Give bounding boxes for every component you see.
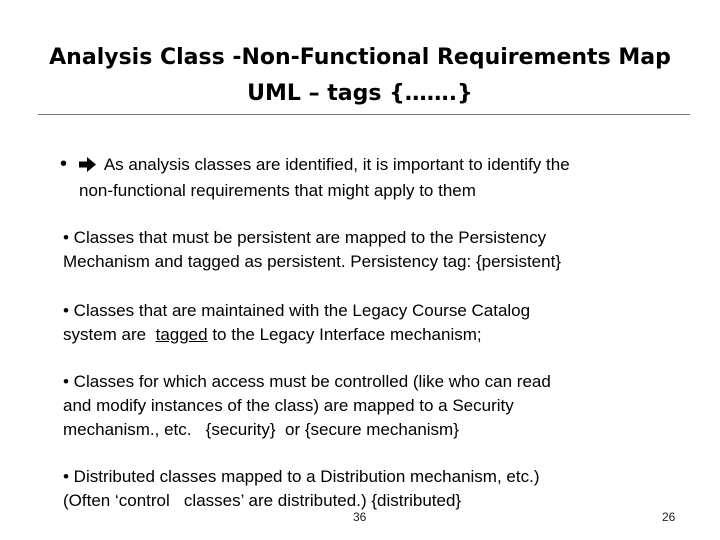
paragraph-3-line-2-start: system are bbox=[63, 325, 156, 344]
paragraph-3-line-2-end: to the Legacy Interface mechanism; bbox=[207, 325, 482, 344]
bullet-paragraph-5 bbox=[63, 465, 539, 513]
page-number-right: 26 bbox=[662, 510, 676, 524]
paragraph-2-line-1: • Classes that must be persistent are mapped to the Persistency bbox=[63, 228, 547, 247]
paragraph-5-line-1: • Distributed classes mapped to a Distribution mechanism, etc.) bbox=[63, 467, 540, 486]
slide-title-line-1: Analysis Class -Non-Functional Requirements Map bbox=[49, 45, 671, 70]
slide-title-line-2: UML – tags {…….} bbox=[247, 81, 473, 106]
paragraph-4-line-2: and modify instances of the class) are mapped to a Security bbox=[63, 396, 514, 415]
page-number-center: 36 bbox=[353, 510, 367, 524]
right-arrow-icon bbox=[79, 155, 96, 179]
paragraph-3-line-1: • Classes that are maintained with the Legacy Course Catalog bbox=[63, 301, 531, 320]
paragraph-3-line-2 bbox=[63, 323, 530, 347]
title-divider bbox=[38, 114, 690, 115]
tagged-underlined-word: tagged bbox=[155, 325, 208, 344]
bullet-paragraph-3 bbox=[63, 299, 530, 347]
bullet-paragraph-1 bbox=[60, 152, 570, 203]
bullet-marker: • bbox=[60, 153, 68, 175]
bullet-paragraph-4 bbox=[63, 370, 551, 442]
paragraph-5-line-2: (Often ‘control classes’ are distributed.) {distributed} bbox=[63, 491, 462, 510]
paragraph-1-line-2: non-functional requirements that might apply to them bbox=[79, 181, 476, 200]
slide-title bbox=[0, 40, 720, 112]
paragraph-2-line-2: Mechanism and tagged as persistent. Persistency tag: {persistent} bbox=[63, 252, 561, 271]
paragraph-4-line-1: • Classes for which access must be controlled (like who can read bbox=[63, 372, 551, 391]
paragraph-1-line-1: As analysis classes are identified, it is important to identify the bbox=[103, 155, 570, 174]
paragraph-4-line-3: mechanism., etc. {security} or {secure mechanism} bbox=[63, 420, 459, 439]
bullet-paragraph-2 bbox=[63, 226, 561, 274]
